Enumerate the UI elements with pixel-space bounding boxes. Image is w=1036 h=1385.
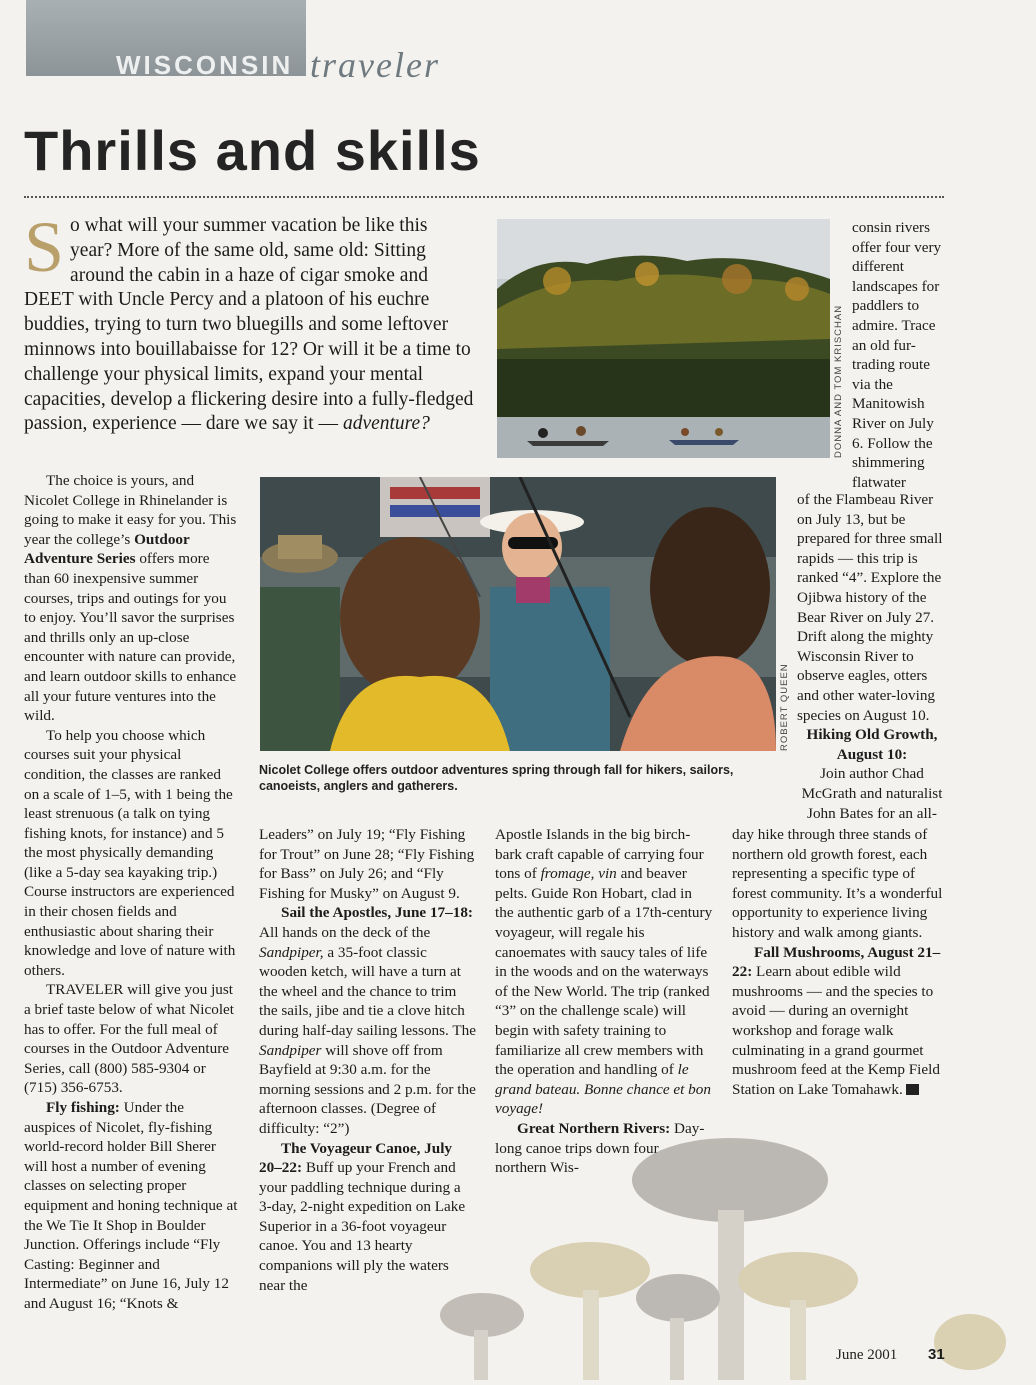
mushroom-illustration — [430, 1130, 1036, 1380]
paragraph: Join author Chad McGrath and naturalist John Bates for an all- — [801, 765, 943, 822]
paragraph — [24, 1098, 239, 1314]
text-run: and beaver pelts. Guide Ron Hobart, clad in the authentic garb of a 17th-century voyageur, will regale his canoemates with saucy tales of life in the woods and on the waterways of the New World. The trip (ranked “3” on the challenge scale) will begin with safety training to familiarize all crew members with the operation and handling of — [495, 865, 713, 1079]
issue-date: June 2001 — [836, 1347, 898, 1363]
section-heading: Fly fishing: — [46, 1099, 120, 1116]
lede-italic: adventure? — [342, 413, 430, 435]
section-heading — [797, 725, 947, 764]
italic-run: fromage, vin — [540, 865, 617, 883]
body-column-1 — [24, 471, 239, 1314]
italic-run: Sandpiper, — [259, 943, 324, 961]
paragraph — [24, 471, 239, 726]
paragraph: TRAVELER will give you just a brief taste below of what Nicolet has to offer. For the full meal of courses in the Outdoor Adventure Series, call (800) 585-9304 or (715) 356-6753. — [24, 981, 235, 1097]
paragraph: consin rivers offer four very different landscapes for paddlers to admire. Trace an old fur-trading route via the Manitowish River on July 6. Follow the shimmering flatwater — [852, 219, 942, 491]
dotted-rule — [24, 196, 944, 198]
paragraph — [495, 825, 713, 1119]
section-heading: Sail the Apostles, June 17–18: — [281, 904, 473, 922]
italic-run: Sandpiper — [259, 1041, 322, 1059]
drop-cap: S — [24, 207, 65, 287]
page-number: 31 — [928, 1346, 945, 1363]
lede-text: o what will your summer vacation be like this year? More of the same old, same old: Sitting around the cabin in a haze of cigar smoke and DEET with Uncle Percy and a platoon of his euchre buddies, trying to turn two bluegills and some leftover minnows into bouillabaisse for 12? Or will it be a time to challenge your physical limits, expand your mental capacities, develop a flickering desire into a fully-fledged passion, experience — dare we say it — — [24, 215, 474, 435]
text-run: a 35-foot classic wooden ketch, will have a turn at the wheel and the chance to trim the sails, jibe and tie a clove hitch during half-day sailing lessons. The — [259, 943, 476, 1039]
text-run: will shove off from Bayfield at 9:30 a.m. for the morning sessions and 2 p.m. for the afternoon classes. (Degree of difficulty: “2”) — [259, 1041, 476, 1137]
top-photo-credit: DONNA AND TOM KRISCHAN — [833, 304, 844, 458]
text-run: The choice is yours, and Nicolet College in Rhinelander is going to make it easy for you. This year the college’s — [24, 472, 237, 548]
body-column-4-middle — [797, 490, 947, 823]
masthead-traveler: traveler — [310, 45, 440, 85]
section-heading: The Voyageur Canoe, July 20–22: — [259, 1139, 453, 1177]
fly-fishing-class-photo — [260, 477, 776, 751]
canoe-lake-photo — [497, 219, 830, 458]
paragraph — [732, 943, 947, 1100]
headline: Thrills and skills — [24, 119, 481, 182]
text-run: Under the auspices of Nicolet, fly-fishing world-record holder Bill Sherer will host a number of evening classes on selecting proper equipment and honing technique at the We Tie It Shop in Boulder Junction. Offerings include “Fly Casting: Beginner and Intermediate” on June 16, July 12 and August 16; “Knots & — [24, 1099, 238, 1312]
lede-paragraph — [24, 207, 474, 437]
end-mark-icon — [906, 1084, 919, 1095]
italic-run: le grand bateau. Bonne chance et bon voyage! — [495, 1061, 711, 1118]
text-run: Learn about edible wild mushrooms — and the species to avoid — during an overnight workshop and forage walk culminating in a grand gourmet mushroom feed at the Kemp Field Station on Lake Tomahawk. — [732, 963, 940, 1098]
text-run: Buff up your French and your paddling technique during a 3-day, 2-night expedition on Lake Superior in a 36-foot voyageur canoe. You and 13 hearty companions will ply the waters near the — [259, 1159, 466, 1294]
section-heading: Great Northern Rivers: — [517, 1119, 671, 1137]
paragraph: of the Flambeau River on July 13, but be prepared for three small rapids — this trip is ranked “4”. Explore the Ojibwa history of the Bear River on July 27. Drift along the mighty Wisconsin River to observe eagles, otters and other water-loving species on August 10. — [797, 491, 943, 724]
body-column-3 — [495, 825, 713, 1178]
paragraph: To help you choose which courses suit your physical condition, the classes are ranked on a scale of 1–5, with 1 being the least strenuous (a talk on tying fishing knots, for instance) and 5 the most physically demanding (like a 5-day sea kayaking trip.) Course instructors are experienced in their chosen fields and enthusiastic about sharing their knowledge and love of nature with others. — [24, 726, 236, 979]
body-column-4-top — [852, 218, 944, 492]
text-run: Apostle Islands in the big birch-bark craft capable of carrying four tons of — [495, 826, 704, 883]
series-name: Outdoor Adventure Series — [24, 530, 190, 568]
paragraph — [259, 903, 477, 1138]
section-heading: Fall Mushrooms, August 21–22: — [732, 943, 941, 981]
masthead-wisconsin: WISCONSIN — [116, 50, 294, 80]
paragraph: Leaders” on July 19; “Fly Fishing for Trout” on June 28; “Fly Fishing for Bass” on July 26; and “Fly Fishing for Musky” on August 9. — [259, 826, 475, 902]
photo-caption: Nicolet College offers outdoor adventures spring through fall for hikers, sailors, canoeists, anglers and gatherers. — [259, 763, 734, 793]
text-run: All hands on the deck of the — [259, 923, 431, 941]
text-run: Day-long canoe trips down four northern Wis- — [495, 1119, 705, 1177]
main-photo-credit: ROBERT QUEEN — [779, 663, 790, 751]
text-run: offers more than 60 inexpensive summer courses, trips and outings for you to enjoy. You’ll savor the surprises and thrills only an up-close encounter with nature can provide, and learn outdoor skills to enhance all your future ventures into the wild. — [24, 550, 237, 725]
paragraph: day hike through three stands of northern old growth forest, each representing a specific type of forest community. It’s a wonderful opportunity to experience living history and walk among giants. — [732, 826, 943, 941]
section-heading-text: Hiking Old Growth, August 10: — [806, 726, 938, 763]
body-column-4-bottom — [732, 825, 947, 1099]
